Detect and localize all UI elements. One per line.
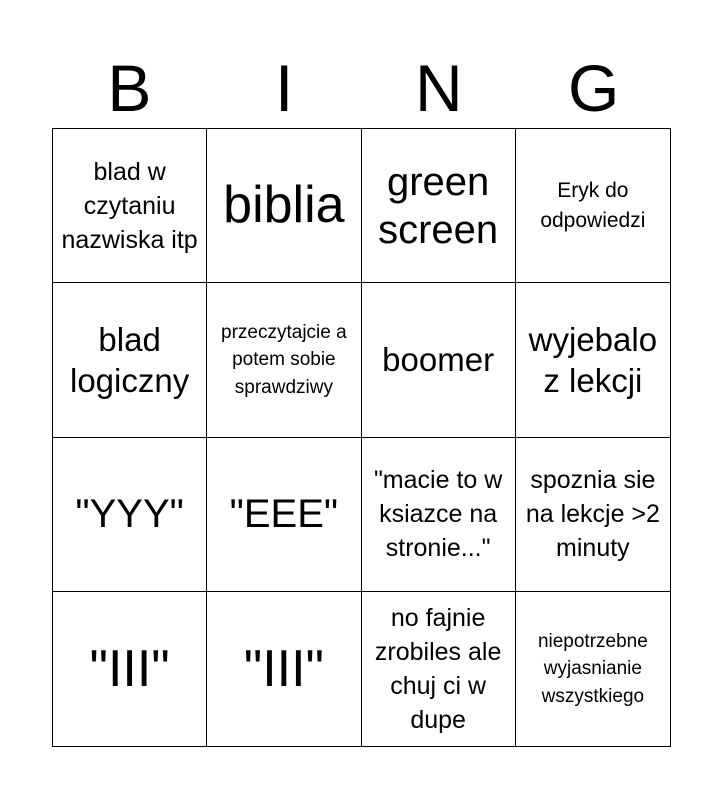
cell-text: Eryk do odpowiedzi: [540, 179, 646, 232]
cell-text: blad w czytaniu nazwiska itp: [61, 157, 198, 254]
bingo-cell-r4c1[interactable]: [53, 592, 207, 746]
bingo-cell-r1c1[interactable]: [53, 129, 207, 283]
cell-text: spoznia sie na lekcje >2 minuty: [525, 466, 660, 563]
bingo-header: [52, 52, 671, 124]
bingo-cell-r2c3[interactable]: [362, 283, 516, 437]
header-letter-b: B: [107, 51, 152, 125]
cell-text: "III": [89, 639, 170, 698]
header-letter-g: G: [567, 51, 620, 125]
bingo-cell-r4c3[interactable]: [362, 592, 516, 746]
cell-text: boomer: [382, 341, 495, 379]
cell-text: biblia: [223, 176, 345, 235]
bingo-cell-r3c4[interactable]: [516, 438, 670, 592]
cell-text: wyjebalo z lekcji: [528, 320, 658, 399]
bingo-cell-r2c4[interactable]: [516, 283, 670, 437]
bingo-cell-r2c1[interactable]: [53, 283, 207, 437]
header-letter-n: N: [415, 51, 463, 125]
bingo-cell-r1c2[interactable]: [207, 129, 361, 283]
cell-text: niepotrzebne wyjasnianie wszystkiego: [537, 630, 648, 707]
bingo-cell-r2c2[interactable]: [207, 283, 361, 437]
cell-text: no fajnie zrobiles ale chuj ci w dupe: [374, 603, 502, 734]
cell-text: blad logiczny: [70, 320, 190, 399]
cell-text: "III": [243, 639, 324, 698]
cell-text: "YYY": [75, 492, 184, 537]
bingo-cell-r4c2[interactable]: [207, 592, 361, 746]
cell-text: "EEE": [229, 492, 339, 537]
cell-text: przeczytajcie a potem sobie sprawdziwy: [221, 321, 347, 398]
bingo-cell-r1c3[interactable]: [362, 129, 516, 283]
header-letter-i: I: [274, 51, 294, 125]
bingo-grid: [52, 128, 671, 747]
bingo-cell-r4c4[interactable]: [516, 592, 670, 746]
bingo-cell-r3c3[interactable]: [362, 438, 516, 592]
cell-text: green screen: [378, 159, 499, 252]
bingo-cell-r3c1[interactable]: [53, 438, 207, 592]
bingo-cell-r1c4[interactable]: [516, 129, 670, 283]
bingo-cell-r3c2[interactable]: [207, 438, 361, 592]
cell-text: "macie to w ksiazce na stronie...": [373, 466, 503, 563]
